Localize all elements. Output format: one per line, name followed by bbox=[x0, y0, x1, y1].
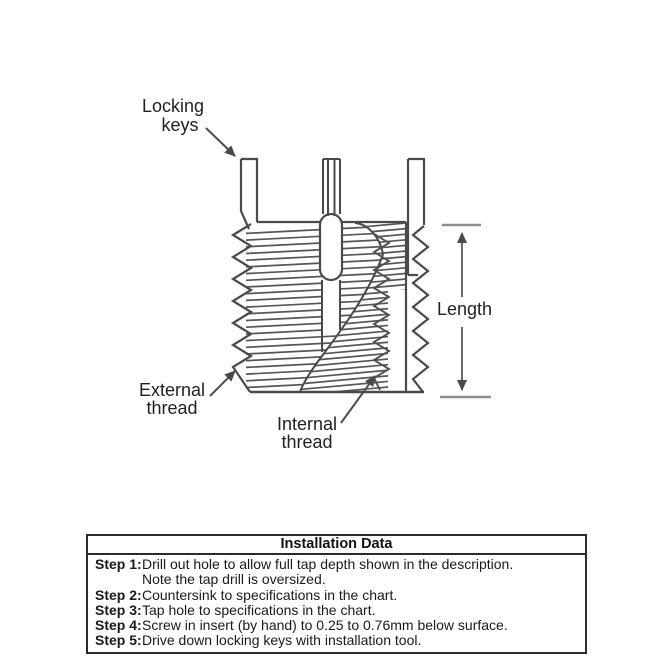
internal-thread-label-line2: thread bbox=[281, 432, 333, 452]
external-thread-zigzag-right bbox=[413, 226, 428, 392]
external-thread-leader-arrow bbox=[210, 371, 235, 396]
step-text: Tap hole to specifications in the chart. bbox=[142, 601, 376, 618]
step-label: Step 2: bbox=[95, 586, 142, 603]
center-locking-key-shaft bbox=[323, 159, 340, 213]
external-thread-label: External bbox=[138, 380, 206, 400]
locking-keys-label: Locking bbox=[141, 96, 205, 116]
table-row bbox=[88, 603, 583, 618]
step-text: Drive down locking keys with installation tool. bbox=[142, 632, 422, 649]
step-text: Drill out hole to allow full tap depth shown in the description. bbox=[142, 556, 514, 572]
step-text: Countersink to specifications in the chart. bbox=[142, 586, 398, 603]
locking-keys-leader-arrow bbox=[206, 128, 235, 156]
table-body bbox=[88, 555, 585, 652]
length-label: Length bbox=[437, 299, 493, 319]
internal-thread-label: Internal bbox=[276, 414, 338, 434]
key-slot bbox=[322, 278, 340, 332]
table-row bbox=[88, 557, 583, 572]
table-row bbox=[88, 588, 583, 603]
step-label: Step 1: bbox=[95, 556, 142, 572]
table-title: Installation Data bbox=[88, 536, 585, 555]
external-thread-label-line2: thread bbox=[146, 398, 198, 418]
table-row bbox=[88, 618, 583, 633]
external-view-thread-lines bbox=[234, 226, 392, 388]
step-label bbox=[88, 572, 142, 587]
internal-thread-profile bbox=[374, 234, 389, 390]
table-row bbox=[88, 633, 583, 648]
center-locking-key-body bbox=[320, 214, 342, 280]
step-label: Step 5: bbox=[95, 632, 142, 649]
table-row bbox=[88, 572, 583, 587]
step-label: Step 3: bbox=[95, 601, 142, 618]
left-locking-key bbox=[241, 159, 257, 229]
internal-thread-leader-arrow bbox=[341, 376, 375, 423]
step-text: Screw in insert (by hand) to 0.25 to 0.76mm below surface. bbox=[142, 617, 508, 634]
locking-keys-label-line2: keys bbox=[161, 115, 199, 135]
step-text: Note the tap drill is oversized. bbox=[142, 571, 326, 588]
installation-data-table bbox=[86, 534, 587, 654]
step-label: Step 4: bbox=[95, 617, 142, 634]
